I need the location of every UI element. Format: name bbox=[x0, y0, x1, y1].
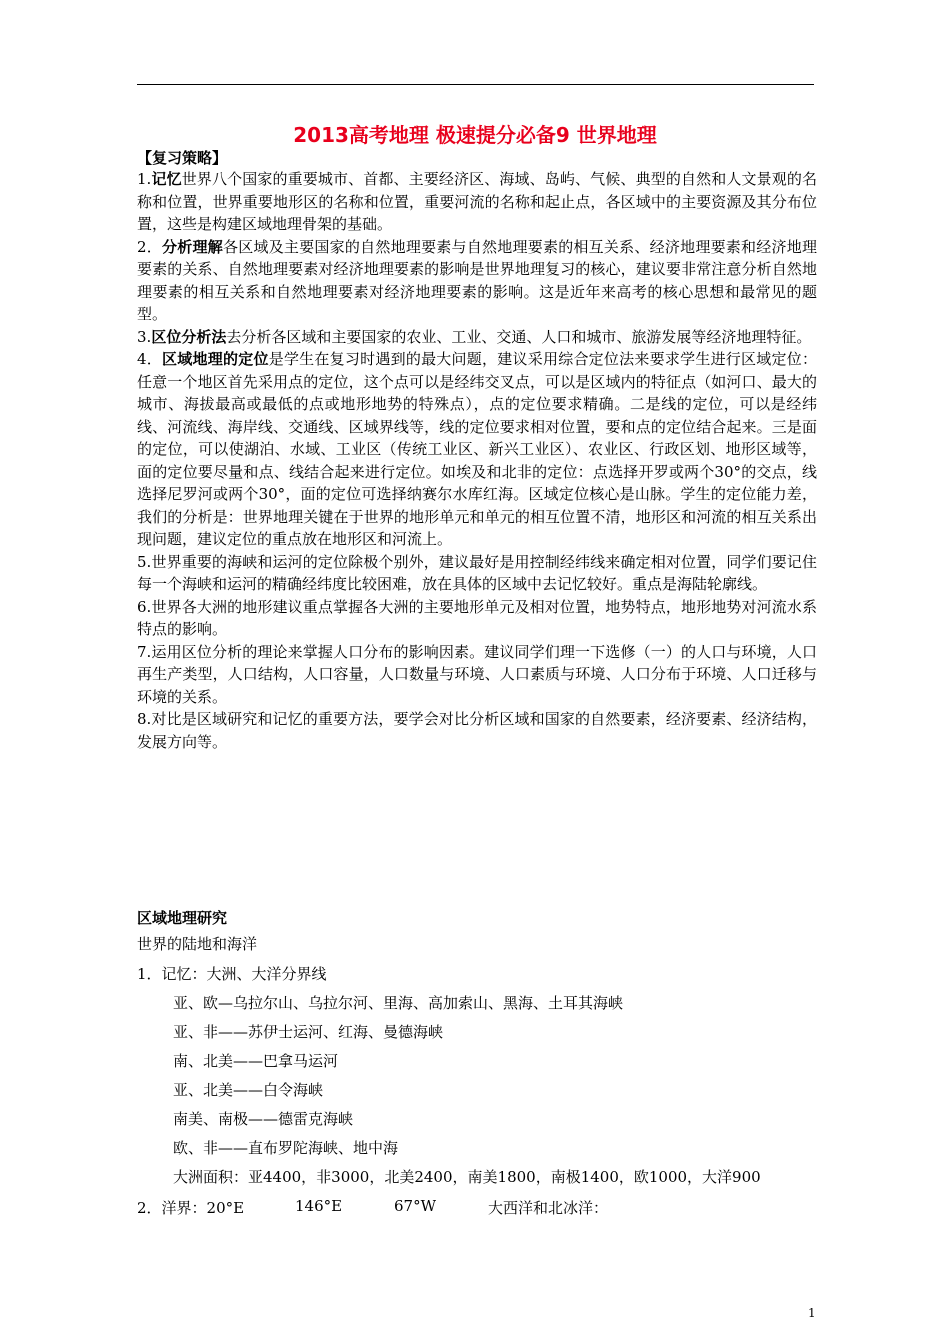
continent-areas: 大洲面积：亚4400，非3000，北美2400，南美1800，南极1400，欧1000，大洋900 bbox=[173, 1168, 761, 1186]
boundary-asia-africa: 亚、非——苏伊士运河、红海、曼德海峡 bbox=[173, 1023, 444, 1041]
document-title: 2013高考地理 极速提分必备9 世界地理 bbox=[293, 123, 657, 147]
paragraph-keyword: 分析理解 bbox=[162, 237, 223, 256]
boundary-asia-europe: 亚、欧—乌拉尔山、乌拉尔河、里海、高加索山、黑海、土耳其海峡 bbox=[173, 994, 624, 1012]
paragraph-text: 对比是区域研究和记忆的重要方法，要学会对比分析区域和国家的自然要素，经济要素、经济结构，发展方向等。 bbox=[137, 710, 817, 751]
item-1-heading: 1．记忆：大洲、大洋分界线 bbox=[137, 965, 327, 983]
ocean-boundary-label: 2．洋界：20°E bbox=[137, 1199, 245, 1217]
paragraph-keyword: 区位分析法 bbox=[151, 327, 227, 346]
paragraph-number: 8. bbox=[137, 710, 152, 728]
region-heading: 区域地理研究 bbox=[137, 909, 228, 927]
strategy-paragraph bbox=[137, 326, 817, 349]
boundary-asia-north-america: 亚、北美——白令海峡 bbox=[173, 1081, 324, 1099]
boundary-europe-africa: 欧、非——直布罗陀海峡、地中海 bbox=[173, 1139, 399, 1157]
strategy-paragraph bbox=[137, 708, 817, 753]
page-number: 1 bbox=[808, 1306, 816, 1320]
paragraph-text: 世界八个国家的重要城市、首都、主要经济区、海域、岛屿、气候、典型的自然和人文景观的名称和位置，世界重要地形区的名称和位置，重要河流的名称和起止点，各区域中的主要资源及其分布位置，这些是构建区域地理骨架的基础。 bbox=[137, 170, 817, 233]
strategy-paragraph bbox=[137, 596, 817, 641]
boundary-south-america-antarctica: 南美、南极——德雷克海峡 bbox=[173, 1110, 354, 1128]
paragraph-number: 1. bbox=[137, 170, 152, 188]
strategy-paragraphs bbox=[137, 168, 817, 753]
paragraph-number: 6. bbox=[137, 597, 152, 616]
strategy-paragraph bbox=[137, 551, 817, 596]
paragraph-number: 5. bbox=[137, 552, 152, 571]
boundary-south-north-america: 南、北美——巴拿马运河 bbox=[173, 1052, 339, 1070]
paragraph-text: 是学生在复习时遇到的最大问题，建议采用综合定位法来要求学生进行区域定位：任意一个地区首先采用点的定位，这个点可以是经纬交叉点，可以是区域内的特征点（如河口、最大的城市、海拔最高或最低的点或地形地势的特殊点），点的定位要求精确。二是线的定位，可以是经纬线、河流线、海岸线、交通线、区域界线等，线的定位要求相对位置，要和点的定位结合起来。三是面的定位，可以使湖泊、水域、工业区（传统工业区、新兴工业区）、农业区、行政区划、地形区域等，面的定位要尽量和点、线结合起来进行定位。如埃及和北非的定位：点选择开罗或两个30°的交点，线选择尼罗河或两个30°，面的定位可选择纳赛尔水库红海。区域定位核心是山脉。学生的定位能力差，我们的分析是：世界地理关键在于世界的地形单元和单元的相互位置不清，地形区和河流的相互关系出现问题，建议定位的重点放在地形区和河流上。 bbox=[137, 350, 817, 548]
paragraph-text: 去分析各区域和主要国家的农业、工业、交通、人口和城市、旅游发展等经济地理特征。 bbox=[226, 327, 812, 346]
header-rule bbox=[137, 84, 814, 85]
subheading: 世界的陆地和海洋 bbox=[137, 935, 258, 953]
strategy-paragraph bbox=[137, 348, 817, 551]
strategy-paragraph bbox=[137, 641, 817, 709]
paragraph-number: 2． bbox=[137, 237, 163, 256]
ocean-boundary-146e: 146°E bbox=[295, 1197, 343, 1215]
paragraph-keyword: 记忆 bbox=[151, 170, 182, 188]
strategy-paragraph bbox=[137, 168, 817, 236]
paragraph-text: 世界各大洲的地形建议重点掌握各大洲的主要地形单元及相对位置，地势特点，地形地势对河流水系特点的影响。 bbox=[137, 597, 817, 638]
paragraph-text: 各区域及主要国家的自然地理要素与自然地理要素的相互关系、经济地理要素和经济地理要素的关系、自然地理要素对经济地理要素的影响是世界地理复习的核心，建议要非常注意分析自然地理要素的相互关系和自然地理要素对经济地理要素的影响。这是近年来高考的核心思想和最常见的题型。 bbox=[137, 237, 817, 323]
paragraph-number: 3. bbox=[137, 327, 152, 346]
strategy-heading: 【复习策略】 bbox=[137, 149, 228, 167]
paragraph-number: 4． bbox=[137, 350, 163, 368]
ocean-boundary-atlantic-arctic: 大西洋和北冰洋： bbox=[488, 1199, 609, 1217]
strategy-paragraph bbox=[137, 236, 817, 326]
paragraph-text: 世界重要的海峡和运河的定位除极个别外，建议最好是用控制经纬线来确定相对位置，同学们要记住每一个海峡和运河的精确经纬度比较困难，放在具体的区域中去记忆较好。重点是海陆轮廓线。 bbox=[137, 552, 817, 593]
paragraph-number: 7. bbox=[137, 642, 152, 661]
paragraph-keyword: 区域地理的定位 bbox=[162, 350, 269, 368]
ocean-boundary-67w: 67°W bbox=[394, 1197, 437, 1215]
paragraph-text: 运用区位分析的理论来掌握人口分布的影响因素。建议同学们理一下选修（一）的人口与环境，人口再生产类型，人口结构，人口容量，人口数量与环境、人口素质与环境、人口分布于环境、人口迁移与环境的关系。 bbox=[137, 642, 817, 706]
